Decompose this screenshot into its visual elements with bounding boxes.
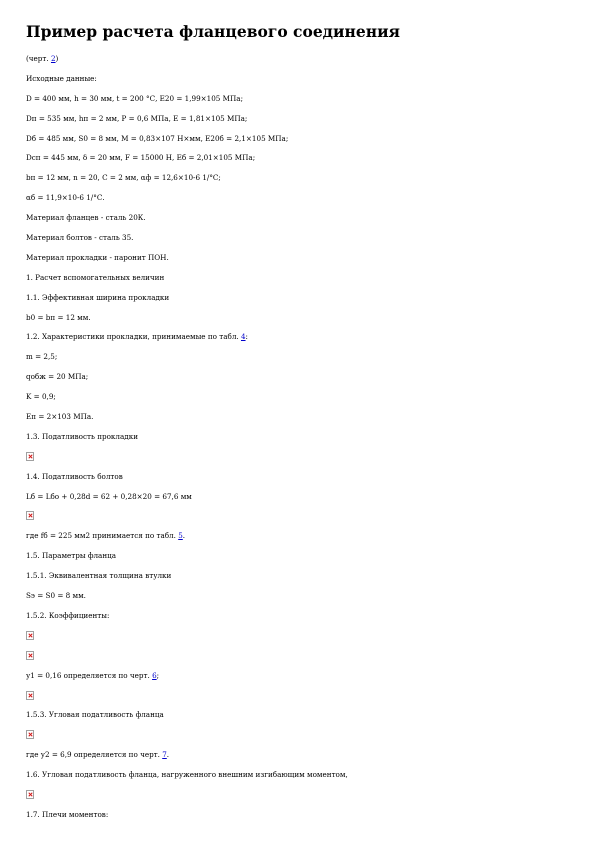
text-run: Dб = 485 мм, S0 = 8 мм, M = 0,83×107 Н×мм, E20б = 2,1×105 МПа; bbox=[26, 133, 289, 143]
paragraph-line bbox=[26, 233, 571, 253]
formula-image-line bbox=[26, 452, 571, 472]
paragraph-line bbox=[26, 472, 571, 492]
broken-image-icon bbox=[26, 730, 34, 739]
broken-image-icon bbox=[26, 651, 34, 660]
text-run: . bbox=[166, 750, 170, 760]
paragraph-line bbox=[26, 213, 571, 233]
text-run: где fб = 225 мм2 принимается по табл. bbox=[26, 531, 179, 541]
paragraph-line bbox=[26, 531, 571, 551]
paragraph-line bbox=[26, 74, 571, 94]
text-run: m = 2,5; bbox=[26, 352, 58, 362]
paragraph-line bbox=[26, 710, 571, 730]
text-run: 1.5.2. Коэффициенты: bbox=[26, 610, 110, 620]
text-run: bп = 12 мм, n = 20, C = 2 мм, αф = 12,6×10-6 1/°С; bbox=[26, 173, 221, 183]
formula-image-line bbox=[26, 790, 571, 810]
text-run: 1.5. Параметры фланца bbox=[26, 551, 117, 561]
paragraph-line bbox=[26, 571, 571, 591]
reference-link[interactable]: 6 bbox=[152, 670, 157, 680]
text-run: D = 400 мм, h = 30 мм, t = 200 °С, E20 = 1,99×105 МПа; bbox=[26, 93, 244, 103]
document-page bbox=[26, 22, 571, 830]
text-run: Lб = Lбо + 0,28d = 62 + 0,28×20 = 67,6 мм bbox=[26, 491, 192, 501]
formula-image-line bbox=[26, 730, 571, 750]
paragraph-line bbox=[26, 551, 571, 571]
text-run: 1.5.1. Эквивалентная толщина втулки bbox=[26, 571, 172, 581]
text-run: K = 0,9; bbox=[26, 392, 56, 402]
paragraph-line bbox=[26, 611, 571, 631]
text-run: Dсп = 445 мм, δ = 20 мм, F = 15000 Н, Eб = 2,01×105 МПа; bbox=[26, 153, 256, 163]
broken-image-icon bbox=[26, 511, 34, 520]
page-title: Пример расчета фланцевого соединения bbox=[26, 22, 401, 41]
paragraph-line bbox=[26, 412, 571, 432]
paragraph-line bbox=[26, 671, 571, 691]
text-run: где у2 = 6,9 определяется по черт. bbox=[26, 750, 163, 760]
text-run: 1.6. Угловая податливость фланца, нагруженного внешним изгибающим моментом, bbox=[26, 770, 348, 780]
paragraph-line bbox=[26, 273, 571, 293]
broken-image-icon bbox=[26, 452, 34, 461]
text-run: Sэ = S0 = 8 мм. bbox=[26, 591, 86, 601]
text-run: Материал болтов - сталь 35. bbox=[26, 233, 134, 243]
paragraph-line bbox=[26, 332, 571, 352]
text-run: Материал прокладки - паронит ПОН. bbox=[26, 252, 169, 262]
paragraph-line bbox=[26, 134, 571, 154]
text-run: b0 = bп = 12 мм. bbox=[26, 312, 91, 322]
paragraph-line bbox=[26, 193, 571, 213]
text-run: Eп = 2×103 МПа. bbox=[26, 412, 94, 422]
reference-link[interactable]: 2 bbox=[50, 54, 56, 63]
formula-image-line bbox=[26, 631, 571, 651]
formula-image-line bbox=[26, 691, 571, 711]
reference-link[interactable]: 7 bbox=[162, 750, 167, 760]
paragraph-line bbox=[26, 392, 571, 412]
text-run: qобж = 20 МПа; bbox=[26, 372, 89, 382]
paragraph-line bbox=[26, 114, 571, 134]
reference-link[interactable]: 4 bbox=[240, 332, 246, 342]
text-run: : bbox=[245, 332, 248, 342]
paragraph-line bbox=[26, 352, 571, 372]
paragraph-line bbox=[26, 432, 571, 452]
text-run: 1.1. Эффективная ширина прокладки bbox=[26, 292, 170, 302]
text-run: 1.4. Податливость болтов bbox=[26, 471, 123, 481]
paragraph-line bbox=[26, 750, 571, 770]
reference-link[interactable]: 5 bbox=[178, 531, 183, 541]
formula-image-line bbox=[26, 651, 571, 671]
paragraph-line bbox=[26, 153, 571, 173]
text-run: у1 = 0,16 определяется по черт. bbox=[26, 670, 153, 680]
text-run: ; bbox=[156, 670, 160, 680]
text-run: αб = 11,9×10-6 1/°С. bbox=[26, 193, 105, 203]
paragraph-line bbox=[26, 372, 571, 392]
text-run: 1.3. Податливость прокладки bbox=[26, 431, 138, 441]
text-run: 1.7. Плечи моментов: bbox=[26, 809, 109, 819]
broken-image-icon bbox=[26, 691, 34, 700]
paragraph-line bbox=[26, 54, 571, 74]
text-run: ) bbox=[55, 54, 59, 63]
paragraph-line bbox=[26, 770, 571, 790]
paragraph-line bbox=[26, 591, 571, 611]
paragraph-line bbox=[26, 313, 571, 333]
paragraph-line bbox=[26, 253, 571, 273]
paragraph-line bbox=[26, 492, 571, 512]
paragraph-line bbox=[26, 94, 571, 114]
text-run: Dп = 535 мм, hп = 2 мм, P = 0,6 МПа, E = 1,81×105 МПа; bbox=[26, 113, 248, 123]
text-run: . bbox=[182, 531, 186, 541]
text-run: Материал фланцев - сталь 20К. bbox=[26, 213, 146, 223]
broken-image-icon bbox=[26, 631, 34, 640]
paragraph-line bbox=[26, 173, 571, 193]
text-run: 1.5.3. Угловая податливость фланца bbox=[26, 710, 164, 720]
text-run: 1.2. Характеристики прокладки, принимаемые по табл. bbox=[26, 332, 241, 342]
text-run: (черт. bbox=[26, 54, 51, 63]
broken-image-icon bbox=[26, 790, 34, 799]
formula-image-line bbox=[26, 511, 571, 531]
text-run: 1. Расчет вспомогательных величин bbox=[26, 272, 165, 282]
paragraph-line bbox=[26, 293, 571, 313]
document-body bbox=[26, 54, 571, 830]
text-run: Исходные данные: bbox=[26, 73, 97, 83]
paragraph-line bbox=[26, 810, 571, 830]
